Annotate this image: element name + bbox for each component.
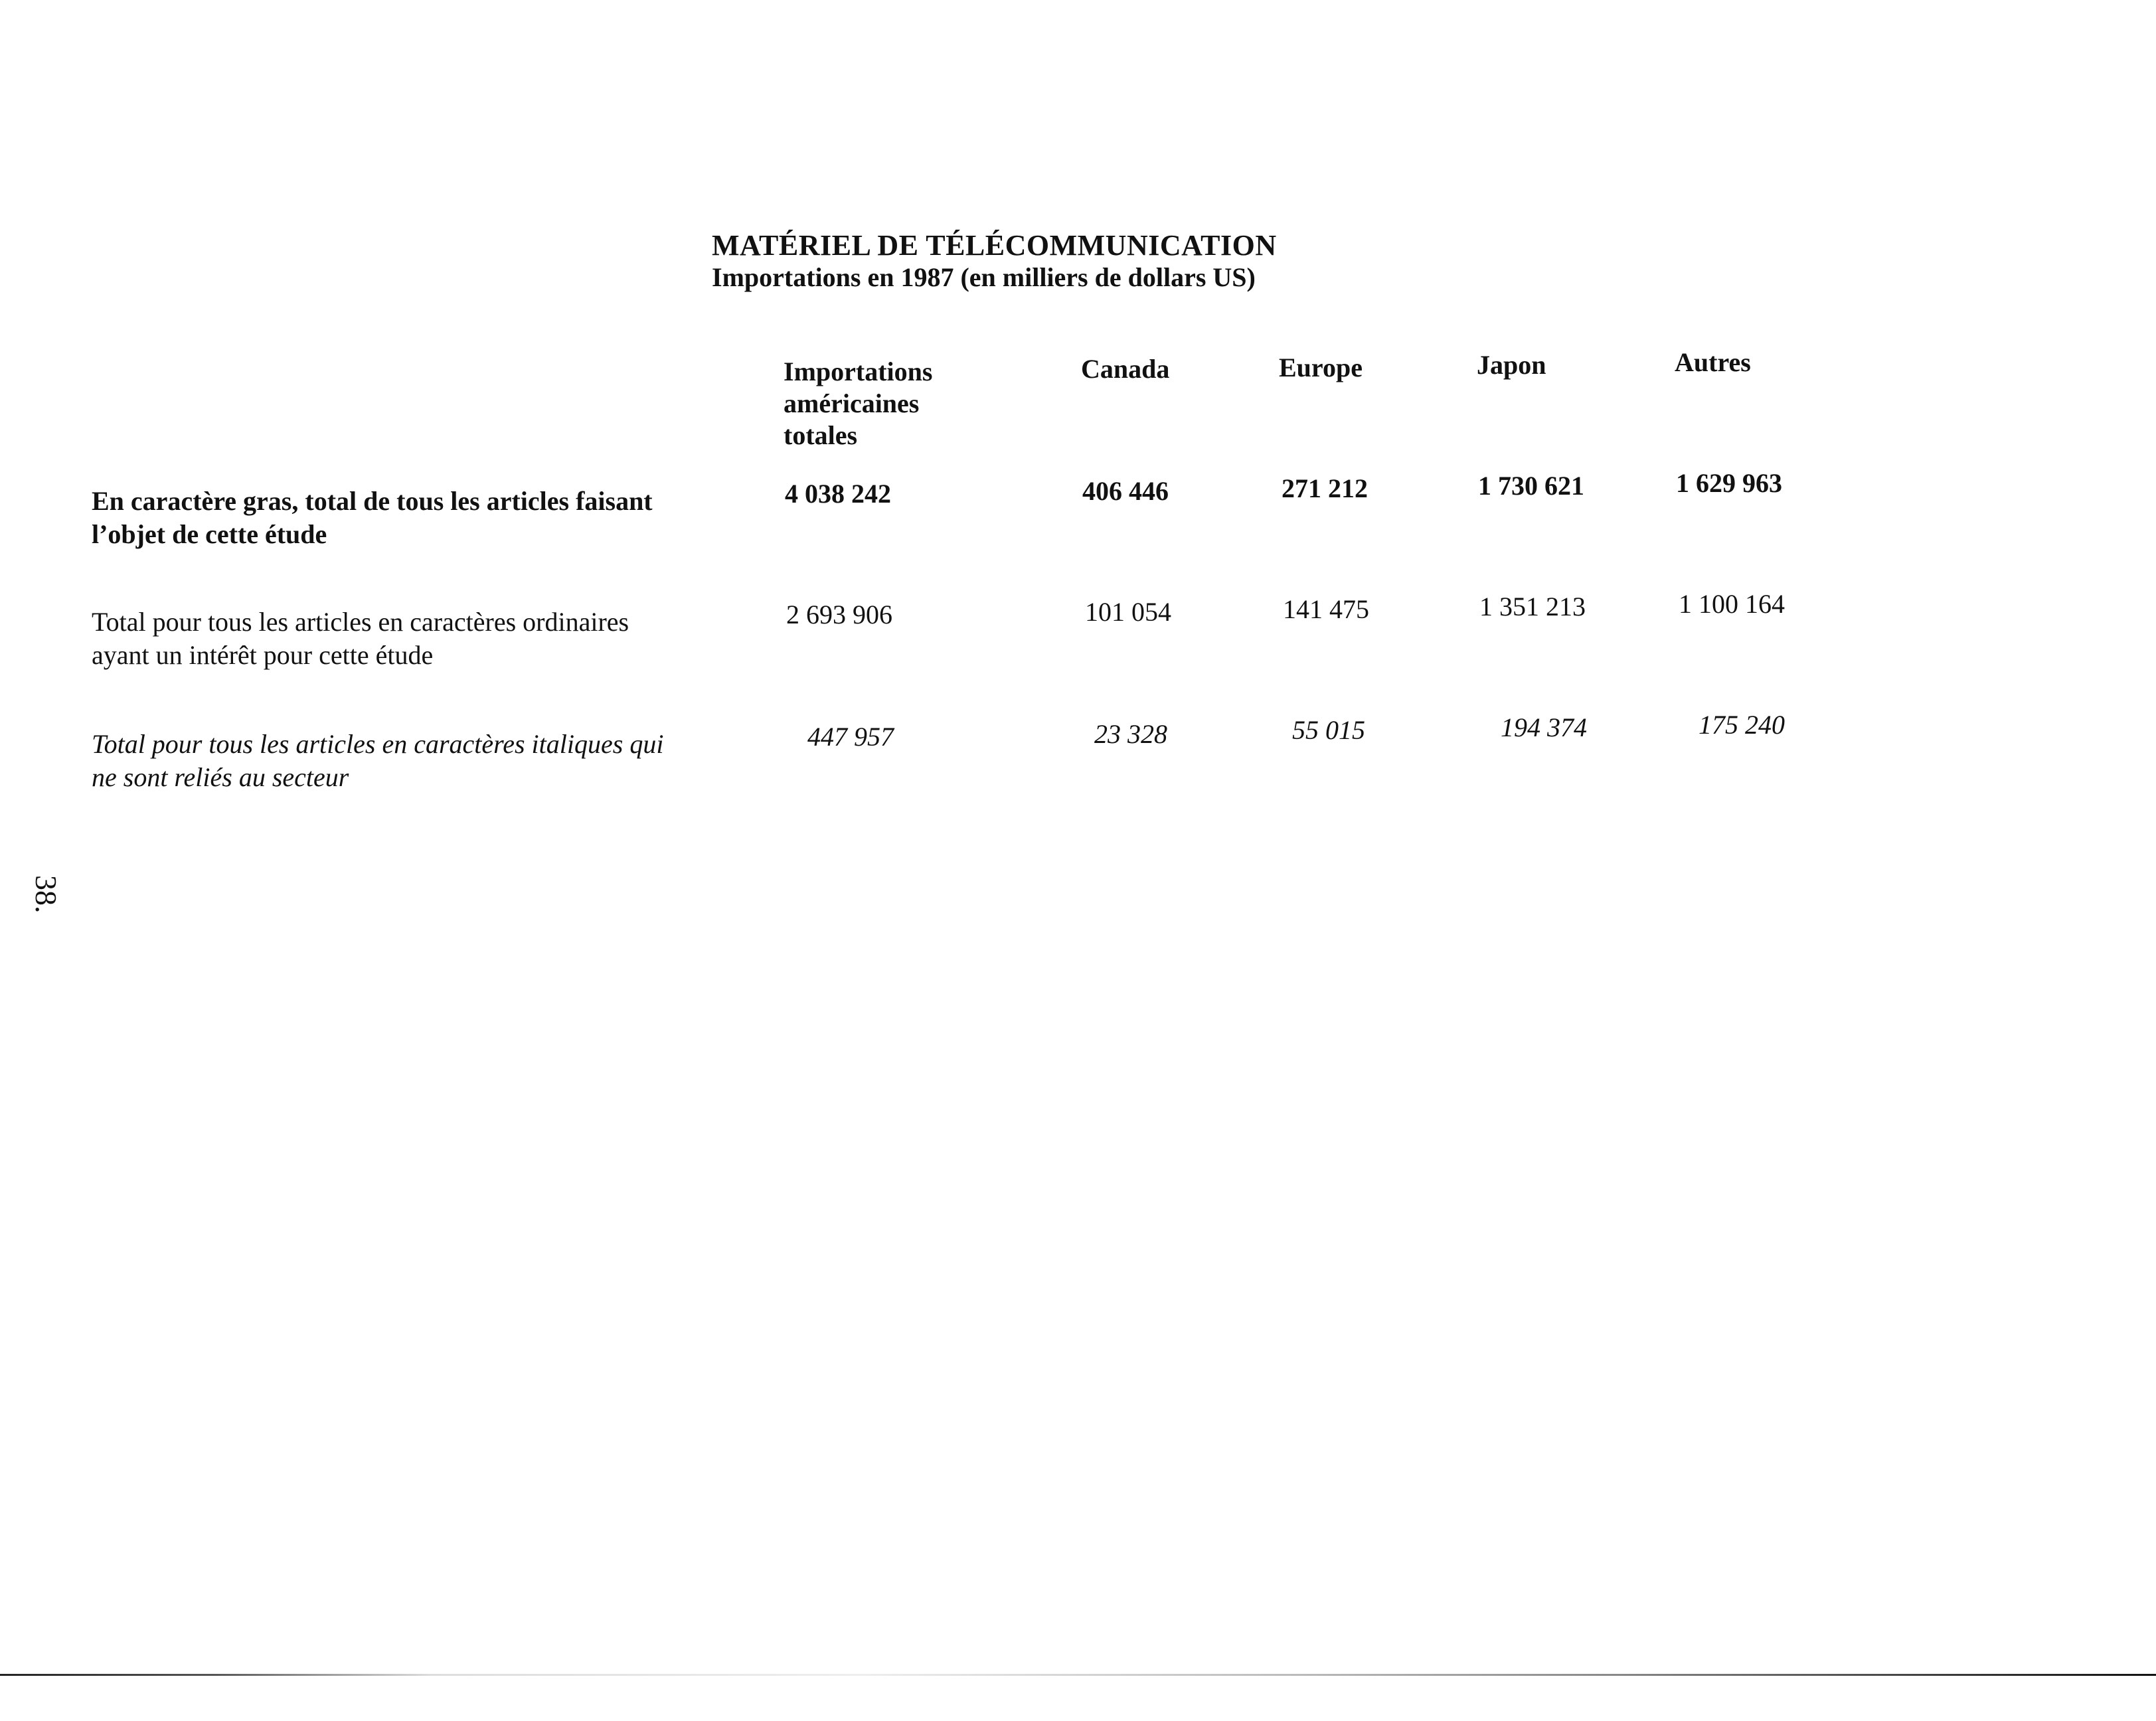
table-title-block [712, 230, 1277, 293]
row-label-regular-total: Total pour tous les articles en caractères ordinaires ayant un intérêt pour cette étude [92, 607, 629, 670]
page-number: 38. [29, 875, 63, 914]
cell-bold-others: 1 629 963 [1676, 468, 1782, 498]
cell-regular-canada: 101 054 [1085, 597, 1171, 627]
cell-italic-total-us: 447 957 [807, 722, 894, 752]
page-title: MATÉRIEL DE TÉLÉCOMMUNICATION [712, 229, 1277, 262]
cell-bold-total-us: 4 038 242 [785, 479, 891, 509]
cell-italic-canada: 23 328 [1094, 719, 1167, 749]
cell-regular-total-us: 2 693 906 [786, 600, 892, 629]
cell-bold-japan: 1 730 621 [1478, 471, 1584, 501]
cell-italic-others: 175 240 [1699, 710, 1785, 740]
cell-italic-europe: 55 015 [1292, 715, 1365, 745]
page-subtitle: Importations en 1987 (en milliers de dollars US) [712, 262, 1256, 292]
row-label-bold-total: En caractère gras, total de tous les articles faisant l’objet de cette étude [92, 486, 653, 549]
cell-regular-japan: 1 351 213 [1479, 592, 1586, 621]
column-header-japan: Japon [1477, 350, 1546, 380]
column-header-others: Autres [1675, 347, 1751, 377]
cell-italic-japan: 194 374 [1501, 712, 1587, 742]
bottom-scan-rule [0, 1674, 2156, 1676]
row-label-italic-total: Total pour tous les articles en caractères italiques qui ne sont reliés au secteur [92, 729, 664, 792]
cell-bold-europe: 271 212 [1282, 473, 1368, 503]
column-header-total-us-imports: Importations américaines totales [784, 357, 933, 450]
cell-bold-canada: 406 446 [1082, 476, 1169, 506]
cell-regular-others: 1 100 164 [1679, 589, 1785, 619]
cell-regular-europe: 141 475 [1283, 594, 1369, 624]
column-header-canada: Canada [1081, 354, 1170, 384]
column-header-europe: Europe [1279, 353, 1363, 382]
